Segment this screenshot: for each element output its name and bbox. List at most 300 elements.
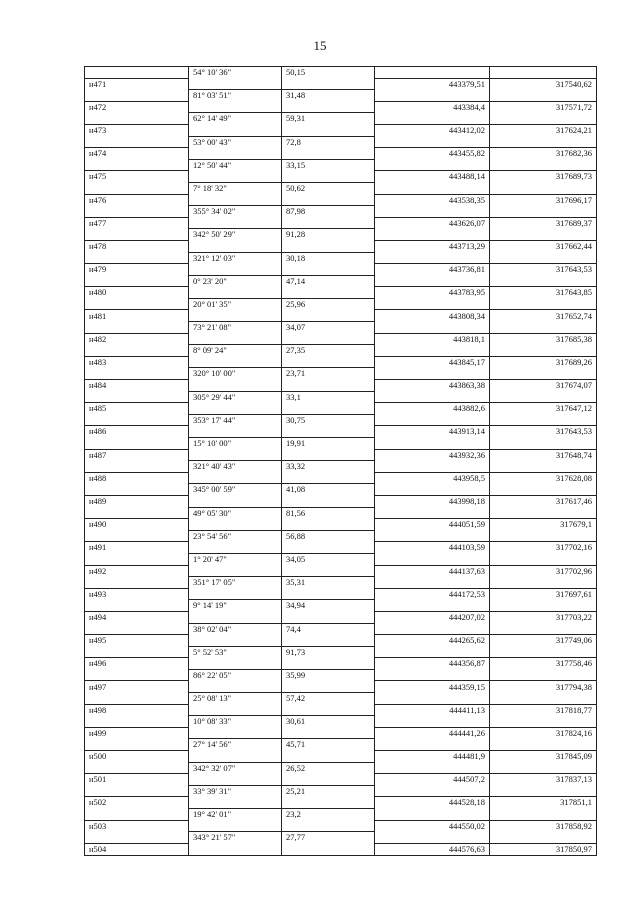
- point-row: [85, 264, 597, 276]
- segment-row: [85, 623, 597, 635]
- empty-cell: [189, 124, 282, 136]
- coord-y: 317858,92: [490, 820, 597, 832]
- empty-cell: [189, 704, 282, 716]
- coord-x: 443384,4: [375, 101, 490, 113]
- empty-cell: [490, 600, 597, 612]
- empty-cell: [189, 472, 282, 484]
- empty-cell: [375, 322, 490, 334]
- direction-angle: 353° 17' 44": [189, 414, 282, 426]
- point-name: н491: [85, 542, 189, 554]
- segment-row: [85, 646, 597, 658]
- point-name: н503: [85, 820, 189, 832]
- segment-length: 35,99: [282, 669, 375, 681]
- point-name: н489: [85, 495, 189, 507]
- empty-cell: [375, 67, 490, 79]
- coord-x: 443488,14: [375, 171, 490, 183]
- empty-cell: [189, 820, 282, 832]
- point-name: н478: [85, 240, 189, 252]
- segment-row: [85, 113, 597, 125]
- empty-cell: [282, 495, 375, 507]
- segment-length: 33,1: [282, 391, 375, 403]
- empty-cell: [85, 785, 189, 797]
- coord-y: 317682,36: [490, 148, 597, 160]
- coord-x: 444411,13: [375, 704, 490, 716]
- empty-cell: [490, 414, 597, 426]
- point-row: [85, 310, 597, 322]
- coord-y: 317652,74: [490, 310, 597, 322]
- segment-row: [85, 461, 597, 473]
- direction-angle: 38° 02' 04": [189, 623, 282, 635]
- empty-cell: [375, 414, 490, 426]
- empty-cell: [189, 240, 282, 252]
- segment-row: [85, 577, 597, 589]
- empty-cell: [189, 310, 282, 322]
- coord-x: 443538,35: [375, 194, 490, 206]
- coord-y: 317540,62: [490, 78, 597, 90]
- direction-angle: 342° 32' 07": [189, 762, 282, 774]
- empty-cell: [375, 507, 490, 519]
- direction-angle: 19° 42' 01": [189, 809, 282, 821]
- coord-y: 317685,38: [490, 333, 597, 345]
- segment-row: [85, 438, 597, 450]
- empty-cell: [282, 542, 375, 554]
- segment-length: 34,94: [282, 600, 375, 612]
- coord-y: 317674,07: [490, 380, 597, 392]
- coord-y: 317758,46: [490, 658, 597, 670]
- segment-length: 47,14: [282, 275, 375, 287]
- empty-cell: [490, 322, 597, 334]
- point-name: н473: [85, 124, 189, 136]
- empty-cell: [189, 611, 282, 623]
- empty-cell: [85, 275, 189, 287]
- segment-length: 30,75: [282, 414, 375, 426]
- empty-cell: [189, 194, 282, 206]
- direction-angle: 9° 14' 19": [189, 600, 282, 612]
- empty-cell: [85, 229, 189, 241]
- coord-y: 317837,13: [490, 774, 597, 786]
- empty-cell: [375, 600, 490, 612]
- coord-y: 317696,17: [490, 194, 597, 206]
- segment-length: 34,07: [282, 322, 375, 334]
- point-name: н476: [85, 194, 189, 206]
- segment-row: [85, 785, 597, 797]
- segment-length: 25,96: [282, 298, 375, 310]
- segment-row: [85, 368, 597, 380]
- empty-cell: [85, 739, 189, 751]
- empty-cell: [85, 368, 189, 380]
- coord-x: 444207,02: [375, 611, 490, 623]
- empty-cell: [282, 171, 375, 183]
- empty-cell: [375, 577, 490, 589]
- empty-cell: [375, 646, 490, 658]
- empty-cell: [375, 461, 490, 473]
- point-row: [85, 287, 597, 299]
- coordinates-table-body: [85, 67, 597, 856]
- empty-cell: [85, 693, 189, 705]
- coord-y: 317702,96: [490, 565, 597, 577]
- empty-cell: [282, 658, 375, 670]
- segment-length: 19,91: [282, 438, 375, 450]
- point-row: [85, 542, 597, 554]
- empty-cell: [490, 461, 597, 473]
- direction-angle: 320° 10' 00": [189, 368, 282, 380]
- segment-row: [85, 206, 597, 218]
- coord-x: 443626,07: [375, 217, 490, 229]
- empty-cell: [282, 519, 375, 531]
- empty-cell: [282, 635, 375, 647]
- empty-cell: [490, 553, 597, 565]
- point-row: [85, 727, 597, 739]
- segment-length: 27,35: [282, 345, 375, 357]
- empty-cell: [375, 484, 490, 496]
- empty-cell: [490, 229, 597, 241]
- point-row: [85, 658, 597, 670]
- empty-cell: [375, 553, 490, 565]
- point-name: н474: [85, 148, 189, 160]
- coord-x: 444103,59: [375, 542, 490, 554]
- point-name: н477: [85, 217, 189, 229]
- empty-cell: [282, 240, 375, 252]
- point-row: [85, 472, 597, 484]
- empty-cell: [375, 669, 490, 681]
- empty-cell: [490, 298, 597, 310]
- coord-y: 317851,1: [490, 797, 597, 809]
- direction-angle: 8° 09' 24": [189, 345, 282, 357]
- point-name: н497: [85, 681, 189, 693]
- empty-cell: [189, 78, 282, 90]
- empty-cell: [375, 623, 490, 635]
- direction-angle: 54° 10' 36": [189, 67, 282, 79]
- point-row: [85, 774, 597, 786]
- point-name: н499: [85, 727, 189, 739]
- segment-length: 57,42: [282, 693, 375, 705]
- point-row: [85, 843, 597, 855]
- empty-cell: [375, 136, 490, 148]
- direction-angle: 345° 00' 59": [189, 484, 282, 496]
- coord-x: 443958,5: [375, 472, 490, 484]
- direction-angle: 342° 50' 29": [189, 229, 282, 241]
- empty-cell: [189, 658, 282, 670]
- point-name: н501: [85, 774, 189, 786]
- point-name: н498: [85, 704, 189, 716]
- point-row: [85, 194, 597, 206]
- point-row: [85, 449, 597, 461]
- segment-length: 35,31: [282, 577, 375, 589]
- point-name: н483: [85, 356, 189, 368]
- point-name: н480: [85, 287, 189, 299]
- empty-cell: [282, 426, 375, 438]
- empty-cell: [282, 217, 375, 229]
- empty-cell: [282, 751, 375, 763]
- empty-cell: [282, 194, 375, 206]
- segment-length: 72,8: [282, 136, 375, 148]
- empty-cell: [375, 785, 490, 797]
- segment-row: [85, 136, 597, 148]
- empty-cell: [85, 809, 189, 821]
- segment-row: [85, 252, 597, 264]
- empty-cell: [282, 124, 375, 136]
- segment-length: 50,15: [282, 67, 375, 79]
- empty-cell: [189, 148, 282, 160]
- empty-cell: [282, 472, 375, 484]
- segment-length: 30,61: [282, 716, 375, 728]
- point-row: [85, 403, 597, 415]
- empty-cell: [282, 727, 375, 739]
- point-name: н485: [85, 403, 189, 415]
- point-row: [85, 78, 597, 90]
- segment-row: [85, 90, 597, 102]
- segment-length: 50,62: [282, 182, 375, 194]
- coord-x: 443882,6: [375, 403, 490, 415]
- segment-row: [85, 832, 597, 844]
- empty-cell: [189, 843, 282, 855]
- coord-y: 317850,97: [490, 843, 597, 855]
- empty-cell: [282, 704, 375, 716]
- segment-row: [85, 669, 597, 681]
- point-row: [85, 635, 597, 647]
- point-name: н488: [85, 472, 189, 484]
- direction-angle: 62° 14' 49": [189, 113, 282, 125]
- empty-cell: [85, 600, 189, 612]
- empty-cell: [375, 90, 490, 102]
- coord-x: 444576,63: [375, 843, 490, 855]
- point-name: н479: [85, 264, 189, 276]
- empty-cell: [375, 438, 490, 450]
- coord-x: 443932,36: [375, 449, 490, 461]
- segment-length: 74,4: [282, 623, 375, 635]
- coord-x: 443736,81: [375, 264, 490, 276]
- empty-cell: [375, 345, 490, 357]
- coord-y: 317703,22: [490, 611, 597, 623]
- empty-cell: [282, 148, 375, 160]
- point-name: н482: [85, 333, 189, 345]
- direction-angle: 355° 34' 02": [189, 206, 282, 218]
- empty-cell: [490, 693, 597, 705]
- empty-cell: [189, 751, 282, 763]
- coord-y: 317571,72: [490, 101, 597, 113]
- point-row: [85, 704, 597, 716]
- empty-cell: [490, 762, 597, 774]
- empty-cell: [189, 264, 282, 276]
- empty-cell: [85, 182, 189, 194]
- segment-row: [85, 507, 597, 519]
- coord-x: 444441,26: [375, 727, 490, 739]
- direction-angle: 0° 23' 20": [189, 275, 282, 287]
- direction-angle: 23° 54' 56": [189, 530, 282, 542]
- coord-x: 444550,02: [375, 820, 490, 832]
- empty-cell: [85, 90, 189, 102]
- segment-length: 59,31: [282, 113, 375, 125]
- empty-cell: [189, 681, 282, 693]
- empty-cell: [375, 716, 490, 728]
- coord-y: 317662,44: [490, 240, 597, 252]
- point-row: [85, 426, 597, 438]
- empty-cell: [490, 669, 597, 681]
- segment-row: [85, 159, 597, 171]
- segment-length: 91,28: [282, 229, 375, 241]
- point-name: н496: [85, 658, 189, 670]
- point-name: н494: [85, 611, 189, 623]
- coord-x: 444265,62: [375, 635, 490, 647]
- coord-x: 444481,9: [375, 751, 490, 763]
- empty-cell: [282, 774, 375, 786]
- empty-cell: [490, 90, 597, 102]
- coordinates-table: [84, 66, 597, 856]
- point-name: н472: [85, 101, 189, 113]
- direction-angle: 20° 01' 35": [189, 298, 282, 310]
- segment-length: 33,32: [282, 461, 375, 473]
- empty-cell: [282, 310, 375, 322]
- empty-cell: [282, 797, 375, 809]
- empty-cell: [375, 206, 490, 218]
- point-name: н475: [85, 171, 189, 183]
- empty-cell: [490, 484, 597, 496]
- coord-x: 443818,1: [375, 333, 490, 345]
- empty-cell: [375, 832, 490, 844]
- point-row: [85, 588, 597, 600]
- coord-y: 317617,46: [490, 495, 597, 507]
- coord-x: 443845,17: [375, 356, 490, 368]
- empty-cell: [375, 762, 490, 774]
- empty-cell: [282, 565, 375, 577]
- direction-angle: 15° 10' 00": [189, 438, 282, 450]
- empty-cell: [375, 252, 490, 264]
- segment-row: [85, 182, 597, 194]
- coord-x: 444051,59: [375, 519, 490, 531]
- segment-row: [85, 229, 597, 241]
- empty-cell: [189, 403, 282, 415]
- point-row: [85, 495, 597, 507]
- segment-length: 25,21: [282, 785, 375, 797]
- empty-cell: [85, 507, 189, 519]
- direction-angle: 1° 20' 47": [189, 553, 282, 565]
- direction-angle: 343° 21' 57": [189, 832, 282, 844]
- coord-y: 317624,21: [490, 124, 597, 136]
- empty-cell: [282, 611, 375, 623]
- empty-cell: [85, 438, 189, 450]
- point-row: [85, 217, 597, 229]
- empty-cell: [189, 727, 282, 739]
- coord-x: 443412,02: [375, 124, 490, 136]
- empty-cell: [189, 449, 282, 461]
- empty-cell: [282, 588, 375, 600]
- empty-cell: [490, 577, 597, 589]
- segment-row: [85, 716, 597, 728]
- empty-cell: [189, 171, 282, 183]
- empty-cell: [189, 217, 282, 229]
- segment-length: 56,88: [282, 530, 375, 542]
- empty-cell: [490, 67, 597, 79]
- empty-cell: [282, 333, 375, 345]
- empty-cell: [189, 101, 282, 113]
- segment-row: [85, 693, 597, 705]
- segment-row: [85, 739, 597, 751]
- empty-cell: [85, 669, 189, 681]
- empty-cell: [490, 530, 597, 542]
- segment-length: 30,18: [282, 252, 375, 264]
- coord-y: 317679,1: [490, 519, 597, 531]
- empty-cell: [85, 113, 189, 125]
- empty-cell: [85, 252, 189, 264]
- empty-cell: [85, 414, 189, 426]
- coord-x: 444137,63: [375, 565, 490, 577]
- coord-y: 317697,61: [490, 588, 597, 600]
- segment-row: [85, 298, 597, 310]
- direction-angle: 53° 00' 43": [189, 136, 282, 148]
- empty-cell: [85, 136, 189, 148]
- direction-angle: 351° 17' 05": [189, 577, 282, 589]
- point-name: н504: [85, 843, 189, 855]
- coord-y: 317689,37: [490, 217, 597, 229]
- empty-cell: [490, 391, 597, 403]
- direction-angle: 33° 39' 31": [189, 785, 282, 797]
- coord-y: 317689,26: [490, 356, 597, 368]
- coord-x: 444507,2: [375, 774, 490, 786]
- empty-cell: [189, 588, 282, 600]
- empty-cell: [85, 762, 189, 774]
- segment-length: 23,71: [282, 368, 375, 380]
- empty-cell: [375, 275, 490, 287]
- empty-cell: [85, 391, 189, 403]
- point-row: [85, 148, 597, 160]
- point-name: н502: [85, 797, 189, 809]
- empty-cell: [490, 623, 597, 635]
- coord-x: 443713,29: [375, 240, 490, 252]
- empty-cell: [490, 252, 597, 264]
- direction-angle: 27° 14' 56": [189, 739, 282, 751]
- empty-cell: [282, 380, 375, 392]
- empty-cell: [490, 785, 597, 797]
- coord-y: 317824,16: [490, 727, 597, 739]
- segment-length: 33,15: [282, 159, 375, 171]
- empty-cell: [490, 438, 597, 450]
- direction-angle: 321° 40' 43": [189, 461, 282, 473]
- segment-length: 27,77: [282, 832, 375, 844]
- empty-cell: [85, 298, 189, 310]
- direction-angle: 73° 21' 08": [189, 322, 282, 334]
- point-row: [85, 797, 597, 809]
- coord-x: 444359,15: [375, 681, 490, 693]
- empty-cell: [189, 495, 282, 507]
- empty-cell: [375, 229, 490, 241]
- direction-angle: 49° 05' 30": [189, 507, 282, 519]
- coord-y: 317818,77: [490, 704, 597, 716]
- point-row: [85, 356, 597, 368]
- empty-cell: [189, 380, 282, 392]
- coord-y: 317845,09: [490, 751, 597, 763]
- segment-row: [85, 762, 597, 774]
- empty-cell: [189, 333, 282, 345]
- empty-cell: [282, 78, 375, 90]
- empty-cell: [490, 113, 597, 125]
- coord-x: 444356,87: [375, 658, 490, 670]
- coord-y: 317647,12: [490, 403, 597, 415]
- coord-x: 444172,53: [375, 588, 490, 600]
- empty-cell: [85, 623, 189, 635]
- segment-length: 41,08: [282, 484, 375, 496]
- empty-cell: [85, 484, 189, 496]
- empty-cell: [85, 716, 189, 728]
- empty-cell: [375, 809, 490, 821]
- coord-x: 443808,34: [375, 310, 490, 322]
- empty-cell: [282, 403, 375, 415]
- empty-cell: [282, 843, 375, 855]
- coord-y: 317643,53: [490, 426, 597, 438]
- coord-y: 317689,73: [490, 171, 597, 183]
- point-row: [85, 333, 597, 345]
- coord-y: 317628,08: [490, 472, 597, 484]
- empty-cell: [375, 739, 490, 751]
